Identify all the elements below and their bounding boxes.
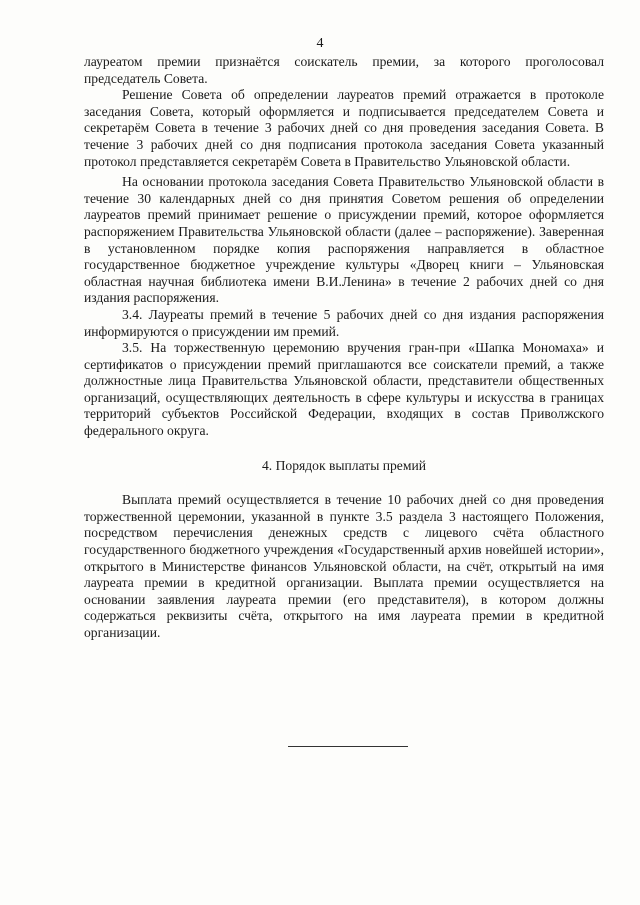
clause-3-4: 3.4. Лауреаты премий в течение 5 рабочих дней со дня издания распоряжения информируются о присуждении им премий. — [84, 306, 604, 339]
closing-divider-line — [288, 746, 408, 747]
section-4-heading: 4. Порядок выплаты премий — [262, 457, 426, 473]
page-number: 4 — [316, 36, 324, 51]
clause-3-5: 3.5. На торжественную церемонию вручения гран-при «Шапка Мономаха» и сертификатов о присуждении премий приглашаются все соискатели премий, а также должностные лица Правительства Ульяновской области, представители общественных организаций, осуществляющих деятельность в сфере культуры и искусства в границах территорий субъектов Российской Федерации, входящих в состав Приволжского федерального округа. — [84, 340, 604, 439]
paragraph-laureate-tiebreak: лауреатом премии признаётся соискатель премии, за которого проголосовал председатель Совета. — [84, 54, 604, 86]
paragraph-government-order: На основании протокола заседания Совета Правительство Ульяновской области в течение 30 календарных дней со дня принятия Советом решения об определении лауреатов премий принимает решение о присуждении премий, которое оформляется распоряжением Правительства Ульяновской области (далее – распоряжение). Заверенная в установленном порядке копия распоряжения направляется в областное государственное бюджетное учреждение культуры «Дворец книги – Ульяновская областная научная библиотека имени В.И.Ленина» в течение 2 рабочих дней со дня издания распоряжения. — [84, 174, 604, 306]
paragraph-payment-procedure: Выплата премий осуществляется в течение 10 рабочих дней со дня проведения торжественной церемонии, указанной в пункте 3.5 раздела 3 настоящего Положения, посредством перечисления денежных средств с лицевого счёта областного государственного бюджетного учреждения «Государственный архив новейшей истории», открытого в Министерстве финансов Ульяновской области, на счёт, открытый на имя лауреата премии в кредитной организации. Выплата премии осуществляется на основании заявления лауреата премии (его представителя), в котором должны содержаться реквизиты счёта, открытого на имя лауреата премии в кредитной организации. — [84, 492, 604, 640]
document-body — [84, 54, 604, 642]
paragraph-council-decision: Решение Совета об определении лауреатов премий отражается в протоколе заседания Совета, который оформляется и подписывается председателем Совета и секретарём Совета в течение 3 рабочих дней со дня проведения заседания Совета. В течение 3 рабочих дней со дня подписания протокола заседания Совета указанный протокол представляется секретарём Совета в Правительство Ульяновской области. — [84, 87, 604, 169]
